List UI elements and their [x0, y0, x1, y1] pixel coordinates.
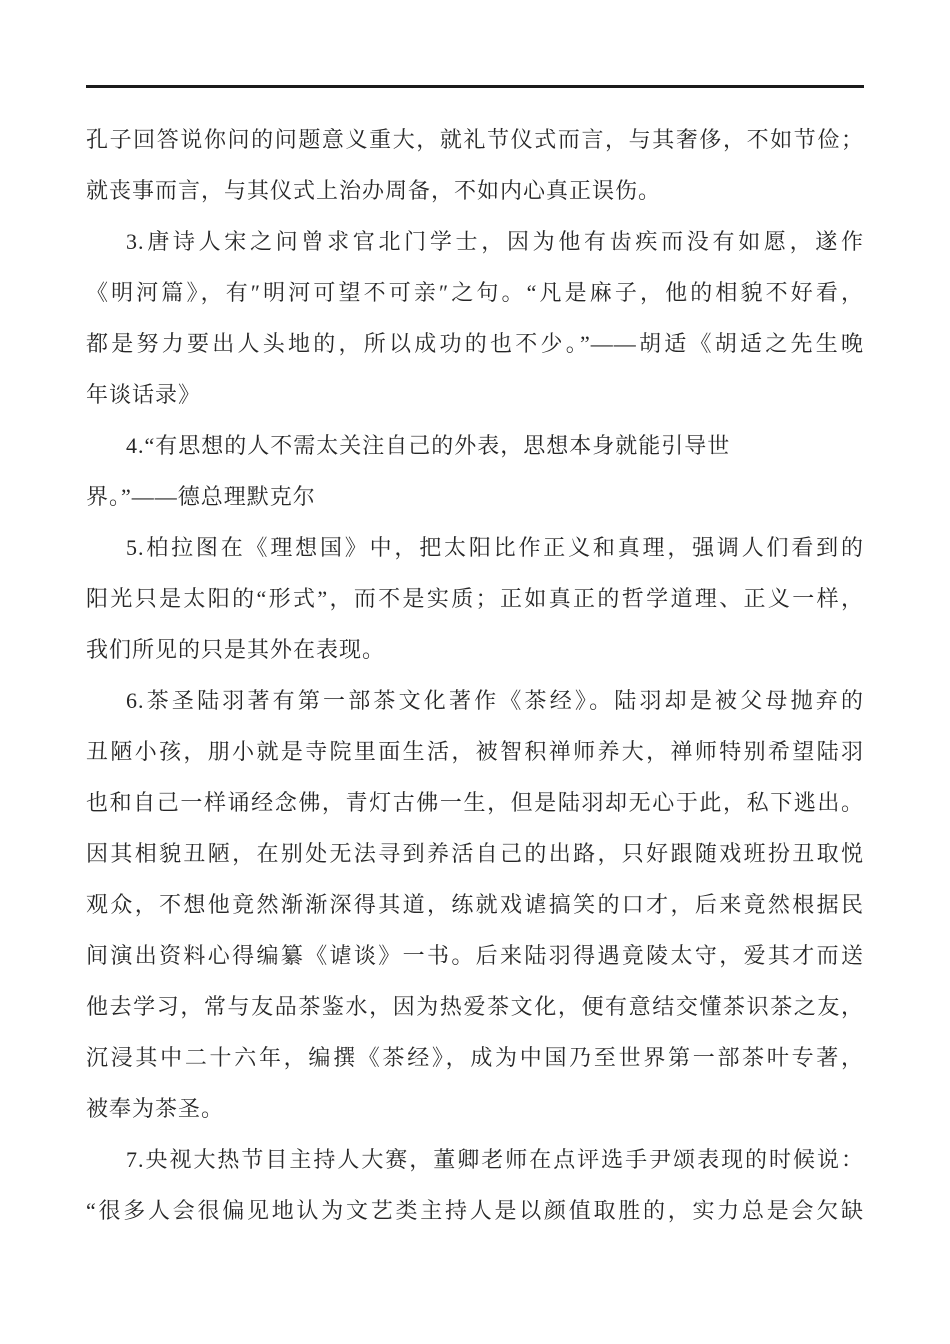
document-body [86, 114, 864, 1236]
text-line: 就丧事而言，与其仪式上治办周备，不如内心真正误伤。 [86, 178, 662, 203]
text-line: 7.央视大热节目主持人大赛，董卿老师在点评选手尹颂表现的时候说： [126, 1147, 864, 1172]
paragraph [86, 1134, 864, 1236]
text-line: 《明河篇》，有″明河可望不可亲″之句。“凡是麻子，他的相貌不好看， [86, 280, 864, 305]
text-line: 年谈话录》 [86, 382, 202, 407]
text-line: 阳光只是太阳的“形式”，而不是实质；正如真正的哲学道理、正义一样， [86, 586, 864, 611]
text-line: 都是努力要出人头地的，所以成功的也不少。”——胡适《胡适之先生晚 [86, 331, 864, 356]
text-line: 孔子回答说你问的问题意义重大，就礼节仪式而言，与其奢侈，不如节俭； [86, 127, 864, 152]
paragraph [86, 420, 864, 522]
text-line: 4.“有思想的人不需太关注自己的外表，思想本身就能引导世 [126, 433, 731, 458]
text-line: 他去学习，常与友品茶鉴水，因为热爱茶文化，便有意结交懂茶识茶之友， [86, 994, 864, 1019]
text-line: 丑陋小孩，朋小就是寺院里面生活，被智积禅师养大，禅师特别希望陆羽 [86, 739, 864, 764]
text-line: 因其相貌丑陋，在别处无法寻到养活自己的出路，只好跟随戏班扮丑取悦 [86, 841, 864, 866]
text-line: 3.唐诗人宋之问曾求官北门学士，因为他有齿疾而没有如愿，遂作 [126, 229, 864, 254]
text-line: 5.柏拉图在《理想国》中，把太阳比作正义和真理，强调人们看到的 [126, 535, 864, 560]
text-line: 我们所见的只是其外在表现。 [86, 637, 386, 662]
paragraph [86, 114, 864, 216]
paragraph [86, 522, 864, 675]
text-line: 沉浸其中二十六年，编撰《茶经》，成为中国乃至世界第一部茶叶专著， [86, 1045, 864, 1070]
text-line: “很多人会很偏见地认为文艺类主持人是以颜值取胜的，实力总是会欠缺 [86, 1198, 864, 1223]
text-line: 间演出资料心得编纂《谑谈》一书。后来陆羽得遇竟陵太守，爱其才而送 [86, 943, 864, 968]
paragraph [86, 675, 864, 1134]
text-line: 也和自己一样诵经念佛，青灯古佛一生，但是陆羽却无心于此，私下逃出。 [86, 790, 864, 815]
text-line: 界。”——德总理默克尔 [86, 484, 316, 509]
text-line: 6.茶圣陆羽著有第一部茶文化著作《茶经》。陆羽却是被父母抛弃的 [126, 688, 864, 713]
paragraph [86, 216, 864, 420]
text-line: 被奉为茶圣。 [86, 1096, 225, 1121]
text-line: 观众，不想他竟然渐渐深得其道，练就戏谑搞笑的口才，后来竟然根据民 [86, 892, 864, 917]
header-rule [86, 85, 864, 88]
